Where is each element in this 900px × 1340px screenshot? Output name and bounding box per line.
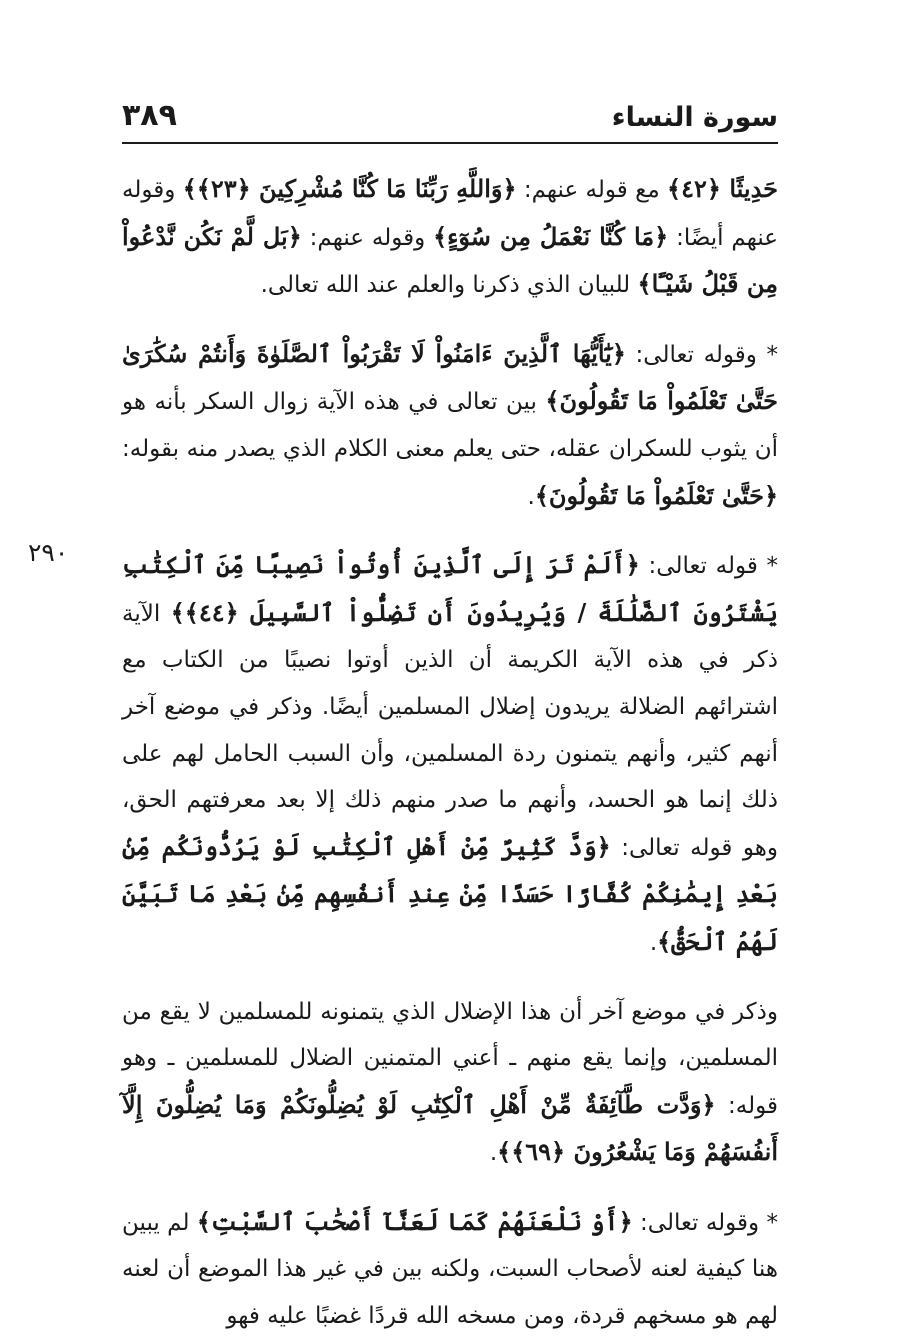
prose-text: . <box>649 929 658 956</box>
quran-quote: ﴿وَاللَّهِ رَبِّنَا مَا كُنَّا مُشْرِكِينَ ﴿٢٣﴾﴾ <box>182 174 517 203</box>
quran-quote: ﴿مَا كُنَّا نَعْمَلُ مِن سُوٓءٍ﴾ <box>433 221 669 251</box>
prose-text: * قوله تعالى: <box>639 553 778 580</box>
page-header <box>122 96 778 144</box>
paragraph-1 <box>122 166 778 309</box>
paragraph-2 <box>122 331 778 520</box>
prose-text: . <box>489 1140 498 1167</box>
quran-quote: ﴿يَٰٓأَيُّهَا ٱلَّذِينَ ءَامَنُواْ لَا تَقْرَبُواْ ٱلصَّلَوٰةَ وَأَنتُمْ سُكَٰرَىٰ حَتَّىٰ تَعْلَمُواْ مَا تَقُولُونَ﴾ <box>122 338 779 416</box>
prose-text: وقوله عنهم أيضًا: <box>122 177 779 251</box>
prose-text: وقوله عنهم: <box>301 224 434 251</box>
prose-text: للبيان الذي ذكرنا والعلم عند الله تعالى. <box>260 272 638 299</box>
prose-text: مع قوله عنهم: <box>516 177 668 203</box>
paragraph-3 <box>122 542 778 966</box>
page-number: ٣٨٩ <box>122 98 177 133</box>
quran-quote: ﴿وَدَّت طَّآئِفَةٌ مِّنْ أَهْلِ ٱلْكِتَٰبِ لَوْ يُضِلُّونَكُمْ وَمَا يُضِلُّونَ إِلَّآ أَنفُسَهُمْ وَمَا يَشْعُرُونَ ﴿٦٩﴾﴾ <box>122 1089 778 1167</box>
quran-quote: ﴿أَلَمْ تَرَ إِلَى ٱلَّذِينَ أُوتُواْ نَصِيبًا مِّنَ ٱلْكِتَٰبِ يَشْتَرُونَ ٱلضَّلَٰلَةَ / وَيُرِيدُونَ أَن تَضِلُّواْ ٱلسَّبِيلَ ﴿٤٤﴾﴾ <box>122 550 778 627</box>
prose-text: . <box>527 483 535 510</box>
paragraph-4 <box>122 989 778 1177</box>
prose-text: بين تعالى في هذه الآية زوال السكر بأنه هو أن يثوب للسكران عقله، حتى يعلم معنى الكلام الذي يصدر منه بقوله: <box>122 389 778 462</box>
quran-quote: ﴿وَدَّ كَثِيرٌ مِّنْ أَهْلِ ٱلْكِتَٰبِ لَوْ يَرُدُّونَكُم مِّنۢ بَعْدِ إِيمَٰنِكُمْ كُفَّارًا حَسَدًا مِّنْ عِندِ أَنفُسِهِم مِّنۢ بَعْدِ مَا تَبَيَّنَ لَهُمُ ٱلْحَقُّ﴾ <box>122 831 778 956</box>
prose-text: * وقوله تعالى: <box>632 1209 779 1236</box>
quran-quote: ﴿حَتَّىٰ تَعْلَمُواْ مَا تَقُولُونَ﴾ <box>534 480 778 510</box>
margin-page-number: ٢٩٠ <box>28 538 69 567</box>
paragraph-5 <box>122 1199 778 1340</box>
quran-quote: ﴿أَوْ نَلْعَنَهُمْ كَمَا لَعَنَّآ أَصْحَٰبَ ٱلسَّبْتِ﴾ <box>196 1206 633 1236</box>
quran-quote: ﴿بَل لَّمْ نَكُن نَّدْعُواْ مِن قَبْلُ شَيْـًٔا﴾ <box>122 221 778 299</box>
prose-text: لم يبين هنا كيفية لعنه لأصحاب السبت، ولكنه بين في غير هذا الموضع أن لعنه لهم هو مسخهم قردة، ومن مسخه الله قردًا غضبًا عليه فهو <box>122 1209 778 1330</box>
body-text <box>122 166 778 1340</box>
prose-text: * وقوله تعالى: <box>625 341 779 368</box>
quran-quote: حَدِيثًا ﴿٤٢﴾ <box>667 174 779 203</box>
running-head-title: سورة النساء <box>611 102 778 133</box>
prose-text: وذكر في موضع آخر أن هذا الإضلال الذي يتمنونه للمسلمين لا يقع من المسلمين، وإنما يقع منهم ـ أعني المتمنين الضلال للمسلمين ـ وهو قوله: <box>122 998 778 1119</box>
prose-text: الآية ذكر في هذه الآية الكريمة أن الذين أوتوا نصيبًا من الكتاب مع اشترائهم الضلالة يريدون إضلال المسلمين أيضًا. وذكر في موضع آخر أنهم كثير، وأنهم يتمنون ردة المسلمين، وأن السبب الحامل لهم على ذلك إنما هو الحسد، وأنهم ما صدر منهم ذلك إلا بعد معرفتهم الحق، وهو قوله تعالى: <box>122 600 778 861</box>
